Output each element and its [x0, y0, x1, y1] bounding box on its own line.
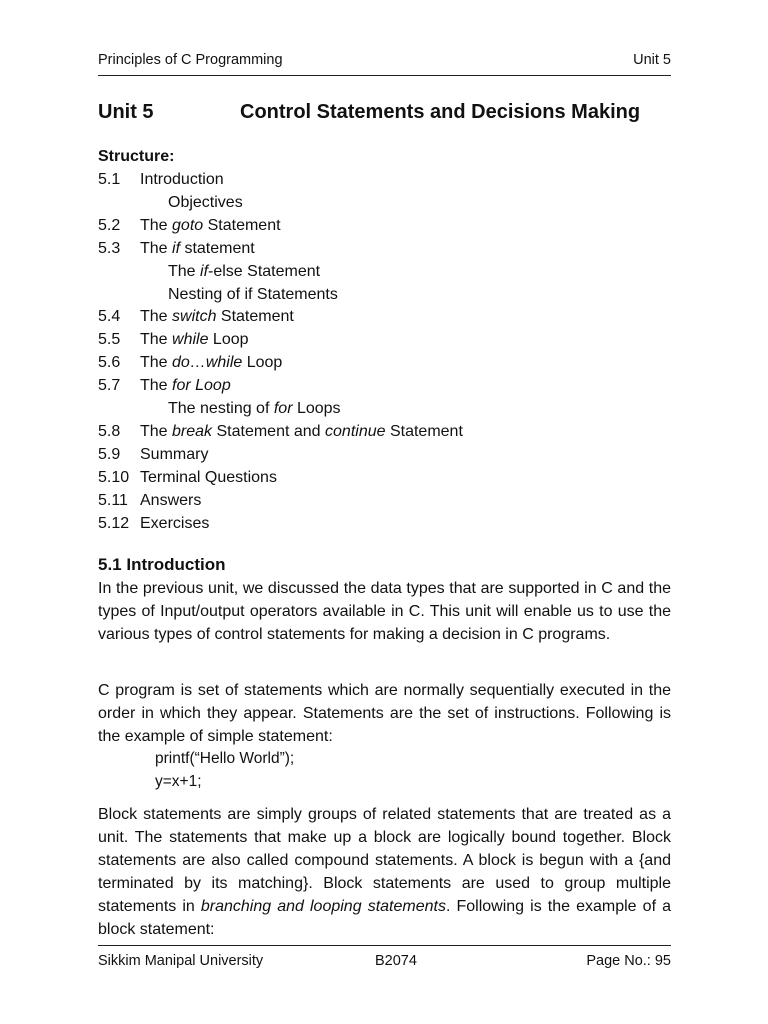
code-line-printf: printf(“Hello World”); [155, 750, 295, 767]
structure-heading: Structure: [98, 148, 175, 165]
toc-item-5-5: 5.5 The while Loop [98, 331, 249, 349]
toc-subitem-objectives: Objectives [168, 193, 243, 211]
table-of-contents [98, 169, 463, 536]
toc-item-5-12: 5.12 Exercises [98, 514, 210, 532]
toc-item-5-2: 5.2 The goto Statement [98, 216, 281, 234]
toc-item-5-11: 5.11 Answers [98, 491, 202, 509]
toc-item-5-4: 5.4 The switch Statement [98, 308, 294, 326]
page-header [98, 52, 671, 68]
page-title [98, 101, 671, 124]
toc-item-5-8: 5.8 The break Statement and continue Statement [98, 422, 463, 440]
intro-paragraph-1: In the previous unit, we discussed the data types that are supported in C and the types of Input/output operators available in C. This unit will enable us to use the various types of control statements for making a decision in C programs. [98, 580, 671, 643]
footer-page-number: Page No.: 95 [586, 953, 671, 969]
footer-rule [98, 945, 671, 946]
header-unit: Unit 5 [633, 52, 671, 68]
toc-item-5-7: 5.7 The for Loop [98, 377, 231, 395]
title-unit: Unit 5 [98, 101, 154, 123]
footer-course-code: B2074 [375, 953, 417, 969]
toc-item-5-3: 5.3 The if statement [98, 239, 255, 257]
toc-item-5-9: 5.9 Summary [98, 445, 209, 463]
header-book-title: Principles of C Programming [98, 52, 283, 68]
code-line-assignment: y=x+1; [155, 773, 202, 790]
toc-subitem-nesting-if: Nesting of if Statements [168, 285, 338, 303]
title-text: Control Statements and Decisions Making [240, 101, 641, 123]
header-rule [98, 75, 671, 76]
toc-item-5-6: 5.6 The do…while Loop [98, 354, 283, 372]
toc-item-5-10: 5.10 Terminal Questions [98, 468, 277, 486]
intro-paragraph-2: C program is set of statements which are normally sequentially executed in the order in which they appear. Statements are the set of instructions. Following is the example of simple statement: [98, 682, 671, 745]
section-heading-introduction: 5.1 Introduction [98, 555, 226, 574]
toc-subitem-if-else: The if-else Statement [168, 262, 321, 280]
footer-university: Sikkim Manipal University [98, 953, 264, 969]
toc-item-5-1: 5.1 Introduction [98, 171, 224, 188]
toc-subitem-nesting-for: The nesting of for Loops [168, 400, 341, 418]
intro-paragraph-3: Block statements are simply groups of related statements that are treated as a unit. The statements that make up a block are logically bound together. Block statements are also called compound statements. A block is begun with a {and terminated by its matching}. Block statements are used to group multiple statements in branching and looping statements. Following is the example of a block statement: [98, 806, 671, 938]
